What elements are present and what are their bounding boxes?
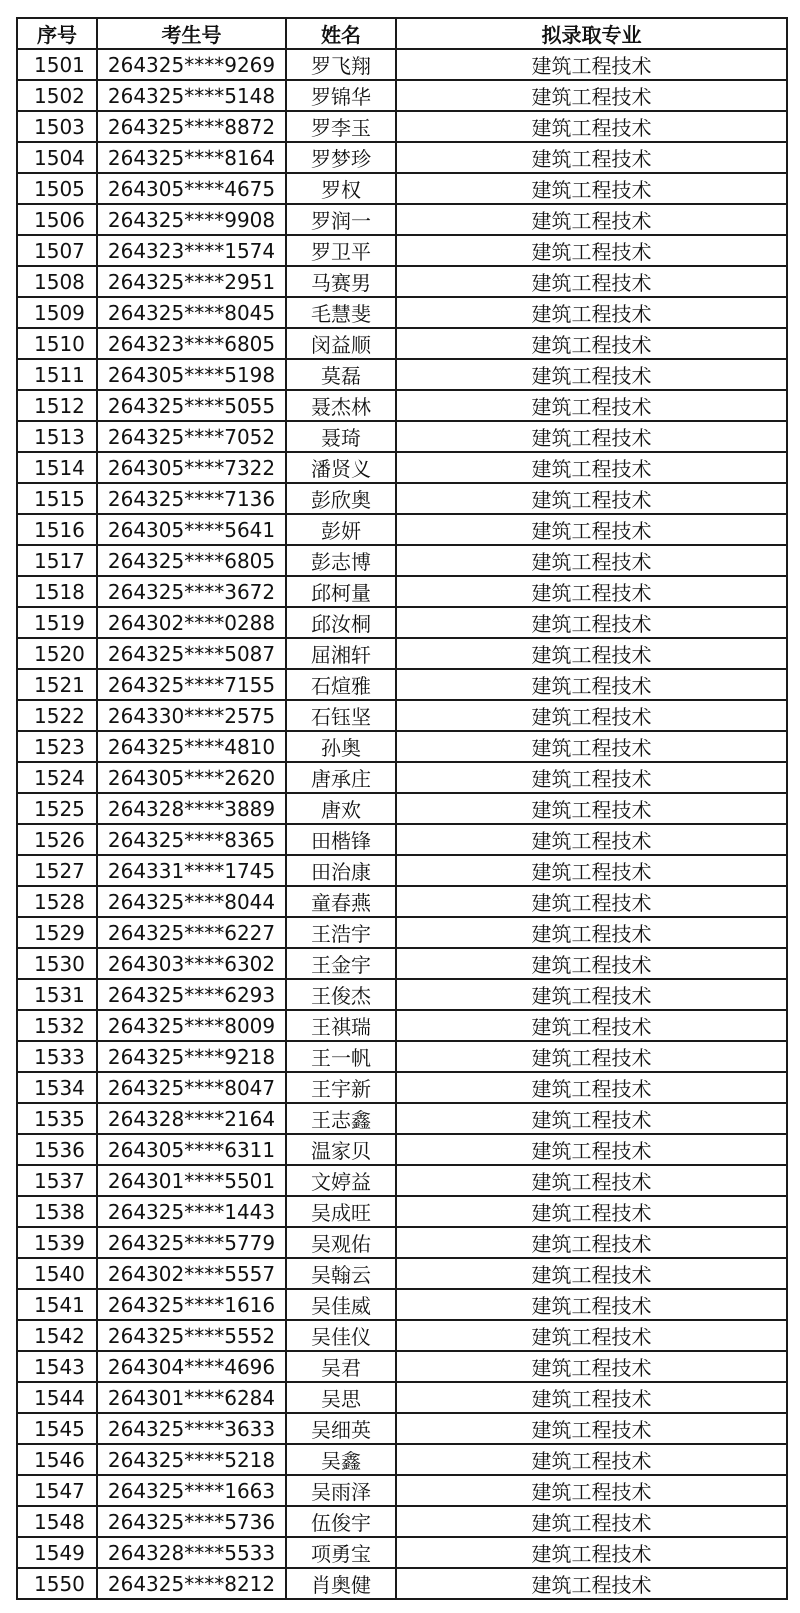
- major-cell: 建筑工程技术: [396, 1382, 787, 1413]
- seq-cell: 1543: [17, 1351, 97, 1382]
- table-row: [17, 1041, 787, 1072]
- table-row: [17, 1196, 787, 1227]
- name-cell: 孙奥: [286, 731, 396, 762]
- candidate-id-cell: 264305****6311: [97, 1134, 286, 1165]
- name-cell: 聂琦: [286, 421, 396, 452]
- seq-cell: 1504: [17, 142, 97, 173]
- major-cell: 建筑工程技术: [396, 1320, 787, 1351]
- candidate-id-cell: 264325****7052: [97, 421, 286, 452]
- major-cell: 建筑工程技术: [396, 1289, 787, 1320]
- candidate-id-cell: 264305****7322: [97, 452, 286, 483]
- seq-cell: 1538: [17, 1196, 97, 1227]
- major-cell: 建筑工程技术: [396, 1444, 787, 1475]
- name-cell: 马赛男: [286, 266, 396, 297]
- major-cell: 建筑工程技术: [396, 297, 787, 328]
- seq-cell: 1548: [17, 1506, 97, 1537]
- name-cell: 吴佳威: [286, 1289, 396, 1320]
- table-row: [17, 359, 787, 390]
- candidate-id-cell: 264325****7136: [97, 483, 286, 514]
- table-row: [17, 824, 787, 855]
- seq-cell: 1520: [17, 638, 97, 669]
- name-cell: 闵益顺: [286, 328, 396, 359]
- table-row: [17, 1475, 787, 1506]
- major-cell: 建筑工程技术: [396, 452, 787, 483]
- major-cell: 建筑工程技术: [396, 1072, 787, 1103]
- header-candidate-id: 考生号: [97, 18, 286, 49]
- seq-cell: 1535: [17, 1103, 97, 1134]
- table-row: [17, 1227, 787, 1258]
- table-row: [17, 917, 787, 948]
- seq-cell: 1541: [17, 1289, 97, 1320]
- table-row: [17, 390, 787, 421]
- candidate-id-cell: 264325****8365: [97, 824, 286, 855]
- major-cell: 建筑工程技术: [396, 1227, 787, 1258]
- name-cell: 彭妍: [286, 514, 396, 545]
- major-cell: 建筑工程技术: [396, 1258, 787, 1289]
- name-cell: 王宇新: [286, 1072, 396, 1103]
- candidate-id-cell: 264325****1616: [97, 1289, 286, 1320]
- candidate-id-cell: 264323****6805: [97, 328, 286, 359]
- candidate-id-cell: 264325****5055: [97, 390, 286, 421]
- seq-cell: 1530: [17, 948, 97, 979]
- candidate-id-cell: 264325****2951: [97, 266, 286, 297]
- candidate-id-cell: 264325****9908: [97, 204, 286, 235]
- seq-cell: 1531: [17, 979, 97, 1010]
- major-cell: 建筑工程技术: [396, 1537, 787, 1568]
- candidate-id-cell: 264325****6805: [97, 545, 286, 576]
- name-cell: 罗李玉: [286, 111, 396, 142]
- table-row: [17, 948, 787, 979]
- candidate-id-cell: 264325****9218: [97, 1041, 286, 1072]
- seq-cell: 1519: [17, 607, 97, 638]
- major-cell: 建筑工程技术: [396, 917, 787, 948]
- major-cell: 建筑工程技术: [396, 607, 787, 638]
- name-cell: 屈湘轩: [286, 638, 396, 669]
- table-row: [17, 1289, 787, 1320]
- seq-cell: 1516: [17, 514, 97, 545]
- name-cell: 肖奥健: [286, 1568, 396, 1599]
- seq-cell: 1513: [17, 421, 97, 452]
- seq-cell: 1533: [17, 1041, 97, 1072]
- seq-cell: 1550: [17, 1568, 97, 1599]
- major-cell: 建筑工程技术: [396, 1413, 787, 1444]
- seq-cell: 1515: [17, 483, 97, 514]
- table-row: [17, 514, 787, 545]
- major-cell: 建筑工程技术: [396, 483, 787, 514]
- candidate-id-cell: 264330****2575: [97, 700, 286, 731]
- major-cell: 建筑工程技术: [396, 948, 787, 979]
- name-cell: 吴细英: [286, 1413, 396, 1444]
- major-cell: 建筑工程技术: [396, 793, 787, 824]
- seq-cell: 1505: [17, 173, 97, 204]
- seq-cell: 1501: [17, 49, 97, 80]
- seq-cell: 1507: [17, 235, 97, 266]
- table-row: [17, 49, 787, 80]
- candidate-id-cell: 264304****4696: [97, 1351, 286, 1382]
- table-header: [17, 18, 787, 49]
- major-cell: 建筑工程技术: [396, 1506, 787, 1537]
- name-cell: 伍俊宇: [286, 1506, 396, 1537]
- seq-cell: 1534: [17, 1072, 97, 1103]
- table-row: [17, 142, 787, 173]
- table-row: [17, 297, 787, 328]
- seq-cell: 1542: [17, 1320, 97, 1351]
- seq-cell: 1502: [17, 80, 97, 111]
- name-cell: 王俊杰: [286, 979, 396, 1010]
- name-cell: 彭志博: [286, 545, 396, 576]
- table-row: [17, 1072, 787, 1103]
- table-row: [17, 1444, 787, 1475]
- table-row: [17, 1103, 787, 1134]
- major-cell: 建筑工程技术: [396, 855, 787, 886]
- candidate-id-cell: 264325****3633: [97, 1413, 286, 1444]
- table-row: [17, 1506, 787, 1537]
- candidate-id-cell: 264325****8212: [97, 1568, 286, 1599]
- candidate-id-cell: 264325****5087: [97, 638, 286, 669]
- seq-cell: 1509: [17, 297, 97, 328]
- table-row: [17, 638, 787, 669]
- candidate-id-cell: 264325****5218: [97, 1444, 286, 1475]
- name-cell: 田治康: [286, 855, 396, 886]
- seq-cell: 1525: [17, 793, 97, 824]
- table-row: [17, 483, 787, 514]
- seq-cell: 1526: [17, 824, 97, 855]
- table-row: [17, 1351, 787, 1382]
- major-cell: 建筑工程技术: [396, 1475, 787, 1506]
- major-cell: 建筑工程技术: [396, 328, 787, 359]
- seq-cell: 1528: [17, 886, 97, 917]
- table-row: [17, 1382, 787, 1413]
- candidate-id-cell: 264323****1574: [97, 235, 286, 266]
- candidate-id-cell: 264301****6284: [97, 1382, 286, 1413]
- candidate-id-cell: 264325****8872: [97, 111, 286, 142]
- table-row: [17, 1258, 787, 1289]
- name-cell: 邱柯量: [286, 576, 396, 607]
- candidate-id-cell: 264305****5198: [97, 359, 286, 390]
- seq-cell: 1532: [17, 1010, 97, 1041]
- candidate-id-cell: 264325****5736: [97, 1506, 286, 1537]
- name-cell: 聂杰林: [286, 390, 396, 421]
- major-cell: 建筑工程技术: [396, 700, 787, 731]
- seq-cell: 1549: [17, 1537, 97, 1568]
- major-cell: 建筑工程技术: [396, 421, 787, 452]
- candidate-id-cell: 264325****3672: [97, 576, 286, 607]
- name-cell: 彭欣奥: [286, 483, 396, 514]
- candidate-id-cell: 264325****5552: [97, 1320, 286, 1351]
- table-row: [17, 1568, 787, 1599]
- table-row: [17, 1134, 787, 1165]
- seq-cell: 1512: [17, 390, 97, 421]
- major-cell: 建筑工程技术: [396, 142, 787, 173]
- name-cell: 吴成旺: [286, 1196, 396, 1227]
- table-row: [17, 1165, 787, 1196]
- candidate-id-cell: 264325****6293: [97, 979, 286, 1010]
- major-cell: 建筑工程技术: [396, 359, 787, 390]
- table-row: [17, 421, 787, 452]
- seq-cell: 1527: [17, 855, 97, 886]
- seq-cell: 1544: [17, 1382, 97, 1413]
- seq-cell: 1523: [17, 731, 97, 762]
- seq-cell: 1521: [17, 669, 97, 700]
- candidate-id-cell: 264325****9269: [97, 49, 286, 80]
- table-row: [17, 669, 787, 700]
- candidate-id-cell: 264325****8045: [97, 297, 286, 328]
- table-row: [17, 886, 787, 917]
- table-row: [17, 607, 787, 638]
- table-row: [17, 979, 787, 1010]
- name-cell: 莫磊: [286, 359, 396, 390]
- name-cell: 潘贤义: [286, 452, 396, 483]
- seq-cell: 1522: [17, 700, 97, 731]
- candidate-id-cell: 264325****1443: [97, 1196, 286, 1227]
- candidate-id-cell: 264325****8047: [97, 1072, 286, 1103]
- seq-cell: 1545: [17, 1413, 97, 1444]
- seq-cell: 1508: [17, 266, 97, 297]
- name-cell: 毛慧斐: [286, 297, 396, 328]
- name-cell: 罗润一: [286, 204, 396, 235]
- name-cell: 王浩宇: [286, 917, 396, 948]
- table-row: [17, 111, 787, 142]
- name-cell: 石钰坚: [286, 700, 396, 731]
- table-row: [17, 80, 787, 111]
- major-cell: 建筑工程技术: [396, 762, 787, 793]
- table-row: [17, 545, 787, 576]
- name-cell: 田楷锋: [286, 824, 396, 855]
- seq-cell: 1539: [17, 1227, 97, 1258]
- candidate-id-cell: 264331****1745: [97, 855, 286, 886]
- major-cell: 建筑工程技术: [396, 545, 787, 576]
- candidate-id-cell: 264325****6227: [97, 917, 286, 948]
- major-cell: 建筑工程技术: [396, 731, 787, 762]
- name-cell: 王金宇: [286, 948, 396, 979]
- candidate-id-cell: 264302****5557: [97, 1258, 286, 1289]
- seq-cell: 1510: [17, 328, 97, 359]
- candidate-id-cell: 264303****6302: [97, 948, 286, 979]
- candidate-id-cell: 264325****5148: [97, 80, 286, 111]
- name-cell: 吴思: [286, 1382, 396, 1413]
- seq-cell: 1536: [17, 1134, 97, 1165]
- major-cell: 建筑工程技术: [396, 235, 787, 266]
- major-cell: 建筑工程技术: [396, 1041, 787, 1072]
- table-row: [17, 235, 787, 266]
- major-cell: 建筑工程技术: [396, 266, 787, 297]
- name-cell: 吴观佑: [286, 1227, 396, 1258]
- table-row: [17, 266, 787, 297]
- seq-cell: 1514: [17, 452, 97, 483]
- seq-cell: 1506: [17, 204, 97, 235]
- table-body: [17, 49, 787, 1599]
- major-cell: 建筑工程技术: [396, 638, 787, 669]
- candidate-id-cell: 264302****0288: [97, 607, 286, 638]
- table-row: [17, 173, 787, 204]
- seq-cell: 1517: [17, 545, 97, 576]
- name-cell: 唐欢: [286, 793, 396, 824]
- header-row: [17, 18, 787, 49]
- seq-cell: 1503: [17, 111, 97, 142]
- name-cell: 童春燕: [286, 886, 396, 917]
- major-cell: 建筑工程技术: [396, 1103, 787, 1134]
- candidate-id-cell: 264305****2620: [97, 762, 286, 793]
- seq-cell: 1511: [17, 359, 97, 390]
- name-cell: 邱汝桐: [286, 607, 396, 638]
- major-cell: 建筑工程技术: [396, 1165, 787, 1196]
- major-cell: 建筑工程技术: [396, 173, 787, 204]
- major-cell: 建筑工程技术: [396, 886, 787, 917]
- seq-cell: 1529: [17, 917, 97, 948]
- name-cell: 唐承庄: [286, 762, 396, 793]
- major-cell: 建筑工程技术: [396, 1134, 787, 1165]
- candidate-id-cell: 264328****2164: [97, 1103, 286, 1134]
- table-row: [17, 328, 787, 359]
- seq-cell: 1537: [17, 1165, 97, 1196]
- table-row: [17, 855, 787, 886]
- name-cell: 吴佳仪: [286, 1320, 396, 1351]
- admission-table: [16, 17, 788, 1600]
- candidate-id-cell: 264325****7155: [97, 669, 286, 700]
- major-cell: 建筑工程技术: [396, 1010, 787, 1041]
- candidate-id-cell: 264301****5501: [97, 1165, 286, 1196]
- table-row: [17, 452, 787, 483]
- name-cell: 罗卫平: [286, 235, 396, 266]
- major-cell: 建筑工程技术: [396, 1351, 787, 1382]
- name-cell: 石煊雅: [286, 669, 396, 700]
- header-name: 姓名: [286, 18, 396, 49]
- seq-cell: 1547: [17, 1475, 97, 1506]
- candidate-id-cell: 264305****4675: [97, 173, 286, 204]
- name-cell: 文婷益: [286, 1165, 396, 1196]
- table-row: [17, 576, 787, 607]
- candidate-id-cell: 264325****8009: [97, 1010, 286, 1041]
- seq-cell: 1524: [17, 762, 97, 793]
- candidate-id-cell: 264325****1663: [97, 1475, 286, 1506]
- name-cell: 王一帆: [286, 1041, 396, 1072]
- candidate-id-cell: 264328****3889: [97, 793, 286, 824]
- header-seq: 序号: [17, 18, 97, 49]
- candidate-id-cell: 264325****8044: [97, 886, 286, 917]
- major-cell: 建筑工程技术: [396, 204, 787, 235]
- table-row: [17, 793, 787, 824]
- name-cell: 罗飞翔: [286, 49, 396, 80]
- candidate-id-cell: 264325****8164: [97, 142, 286, 173]
- seq-cell: 1546: [17, 1444, 97, 1475]
- candidate-id-cell: 264325****5779: [97, 1227, 286, 1258]
- name-cell: 温家贝: [286, 1134, 396, 1165]
- name-cell: 王志鑫: [286, 1103, 396, 1134]
- name-cell: 罗梦珍: [286, 142, 396, 173]
- major-cell: 建筑工程技术: [396, 514, 787, 545]
- major-cell: 建筑工程技术: [396, 824, 787, 855]
- table-row: [17, 762, 787, 793]
- name-cell: 罗锦华: [286, 80, 396, 111]
- name-cell: 吴雨泽: [286, 1475, 396, 1506]
- seq-cell: 1540: [17, 1258, 97, 1289]
- name-cell: 吴鑫: [286, 1444, 396, 1475]
- name-cell: 吴翰云: [286, 1258, 396, 1289]
- table-row: [17, 1413, 787, 1444]
- table-row: [17, 1537, 787, 1568]
- table-row: [17, 1320, 787, 1351]
- table-row: [17, 204, 787, 235]
- candidate-id-cell: 264325****4810: [97, 731, 286, 762]
- name-cell: 王祺瑞: [286, 1010, 396, 1041]
- table-row: [17, 731, 787, 762]
- major-cell: 建筑工程技术: [396, 390, 787, 421]
- major-cell: 建筑工程技术: [396, 979, 787, 1010]
- name-cell: 项勇宝: [286, 1537, 396, 1568]
- major-cell: 建筑工程技术: [396, 576, 787, 607]
- candidate-id-cell: 264305****5641: [97, 514, 286, 545]
- major-cell: 建筑工程技术: [396, 111, 787, 142]
- major-cell: 建筑工程技术: [396, 80, 787, 111]
- seq-cell: 1518: [17, 576, 97, 607]
- major-cell: 建筑工程技术: [396, 1568, 787, 1599]
- name-cell: 吴君: [286, 1351, 396, 1382]
- major-cell: 建筑工程技术: [396, 1196, 787, 1227]
- table-row: [17, 700, 787, 731]
- major-cell: 建筑工程技术: [396, 669, 787, 700]
- name-cell: 罗权: [286, 173, 396, 204]
- candidate-id-cell: 264328****5533: [97, 1537, 286, 1568]
- major-cell: 建筑工程技术: [396, 49, 787, 80]
- table-row: [17, 1010, 787, 1041]
- header-major: 拟录取专业: [396, 18, 787, 49]
